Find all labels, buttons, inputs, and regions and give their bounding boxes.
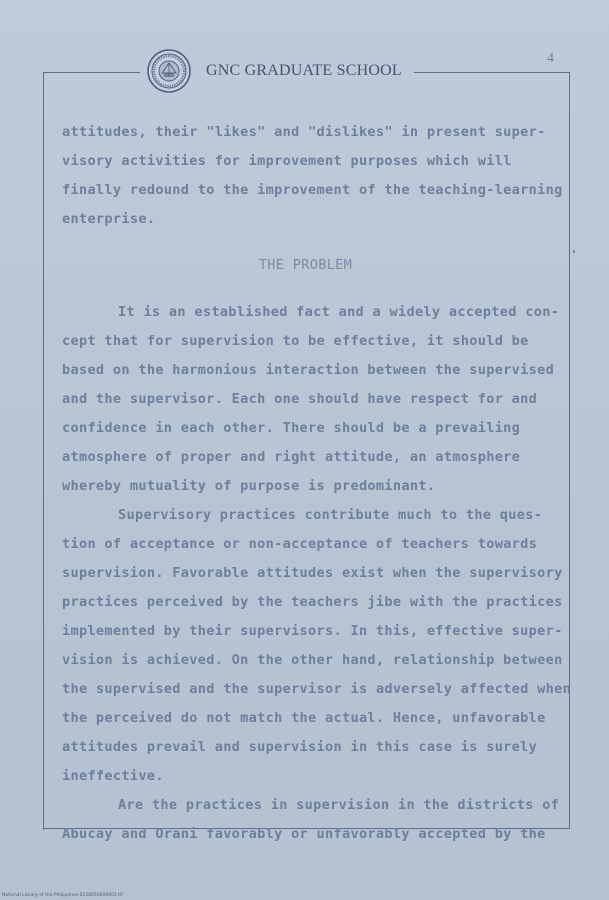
paragraph-4 <box>62 791 567 849</box>
text-line: Abucay and Orani favorably or unfavorably accepted by the <box>62 826 546 842</box>
page-number: 4 <box>547 51 554 66</box>
text-line: implemented by their supervisors. In this, effective super- <box>62 623 563 639</box>
text-line: enterprise. <box>62 211 156 227</box>
text-line: tion of acceptance or non-acceptance of teachers towards <box>62 536 538 552</box>
text-line: visory activities for improvement purposes which will <box>62 153 512 169</box>
text-line: supervision. Favorable attitudes exist when the supervisory <box>62 565 563 581</box>
paragraph-1 <box>62 118 567 234</box>
text-line: atmosphere of proper and right attitude, an atmosphere <box>62 449 521 465</box>
text-line: attitudes, their "likes" and "dislikes" in present super- <box>62 124 546 140</box>
text-line: cept that for supervision to be effective, it should be <box>62 333 529 349</box>
text-line: the supervised and the supervisor is adversely affected when <box>62 681 572 697</box>
text-line: Are the practices in supervision in the districts of <box>118 797 560 813</box>
border-right <box>569 72 570 828</box>
text-line: based on the harmonious interaction between the supervised <box>62 362 555 378</box>
text-line: the perceived do not match the actual. Hence, unfavorable <box>62 710 546 726</box>
school-seal-icon <box>147 49 191 93</box>
text-line: ineffective. <box>62 768 164 784</box>
border-top-left <box>43 72 140 73</box>
section-heading: THE PROBLEM <box>258 257 353 273</box>
text-line: attitudes prevail and supervision in this case is surely <box>62 739 538 755</box>
border-top-right <box>414 72 570 73</box>
text-line: and the supervisor. Each one should have respect for and <box>62 391 538 407</box>
border-left <box>43 72 44 830</box>
school-name-header: GNC GRADUATE SCHOOL <box>206 62 402 79</box>
text-line: vision is achieved. On the other hand, relationship between <box>62 652 563 668</box>
text-line: practices perceived by the teachers jibe with the practices <box>62 594 563 610</box>
scan-footer-caption: National Library of the Philippines 0128050000001.tif <box>2 893 123 898</box>
text-line: confidence in each other. There should be a prevailing <box>62 420 521 436</box>
scan-speck <box>573 250 575 253</box>
text-line: whereby mutuality of purpose is predominant. <box>62 478 436 494</box>
body-text <box>62 118 572 849</box>
text-line: It is an established fact and a widely accepted con- <box>118 304 560 320</box>
text-line: Supervisory practices contribute much to the ques- <box>118 507 543 523</box>
text-line: finally redound to the improvement of the teaching-learning <box>62 182 563 198</box>
paragraph-3 <box>62 501 572 791</box>
paragraph-2 <box>62 298 567 501</box>
